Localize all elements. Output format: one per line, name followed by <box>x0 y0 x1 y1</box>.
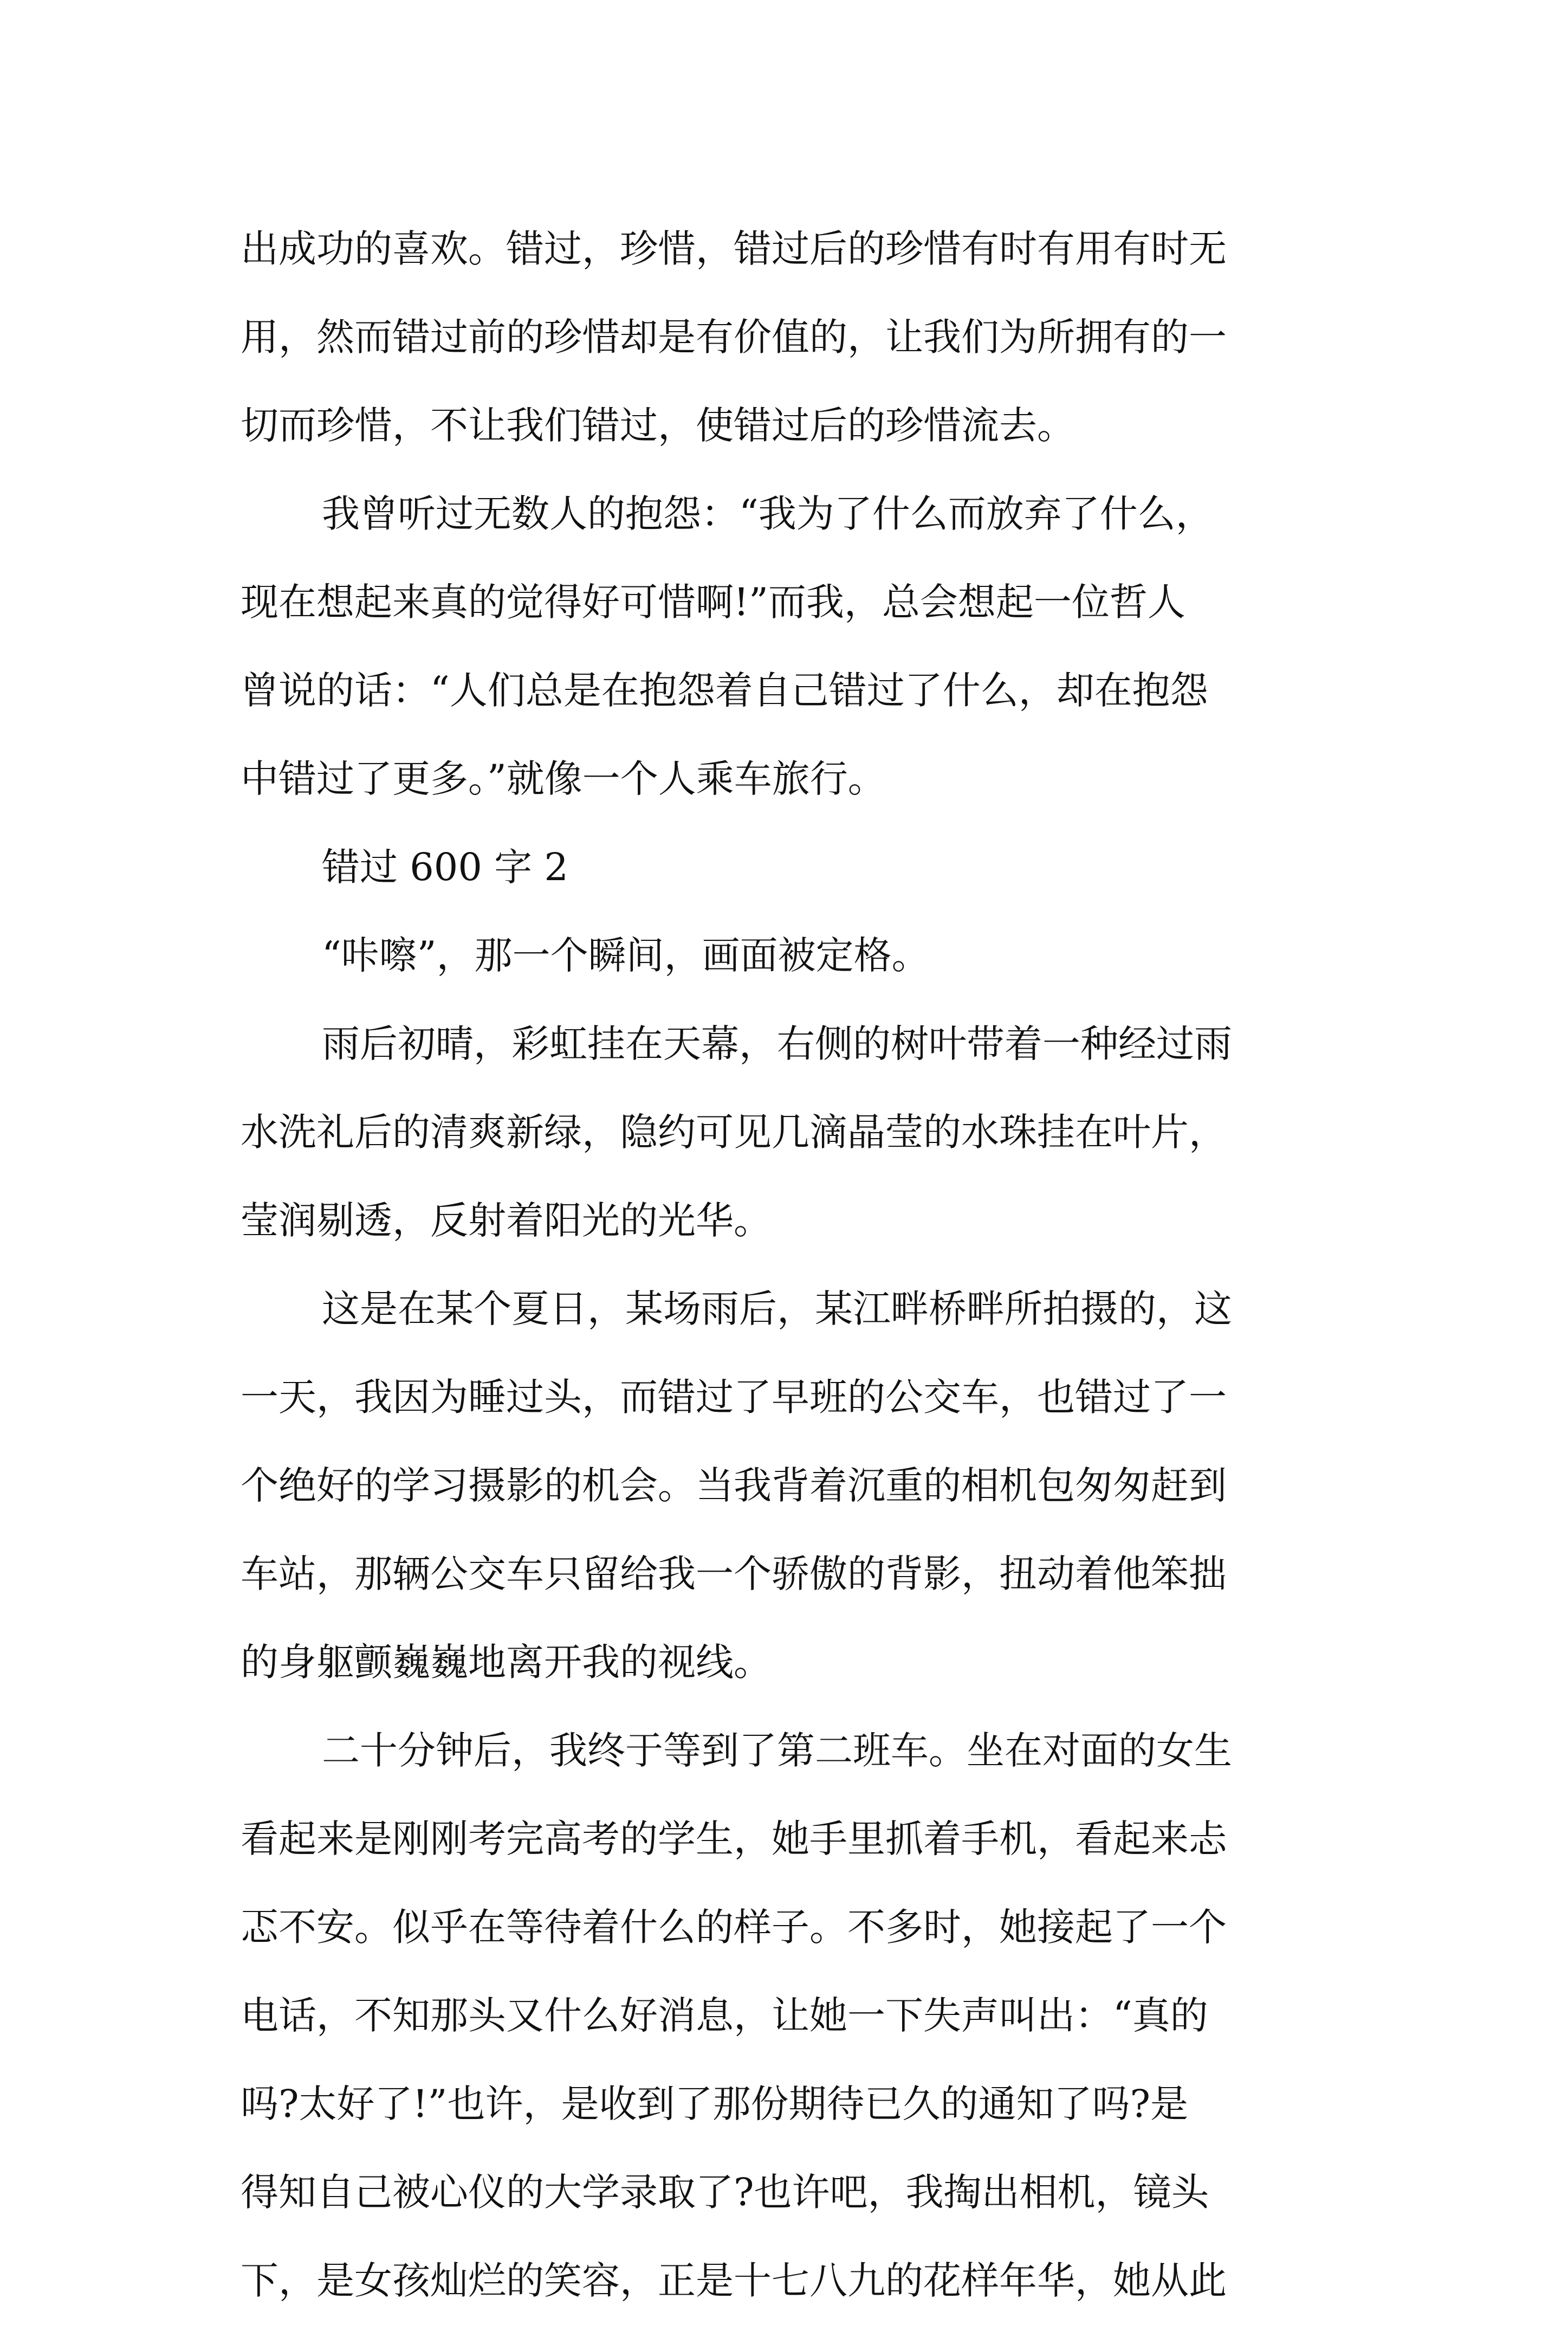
text-line: 现在想起来真的觉得好可惜啊!”而我，总会想起一位哲人 <box>241 580 1185 624</box>
text-line: 水洗礼后的清爽新绿，隐约可见几滴晶莹的水珠挂在叶片， <box>241 1110 1227 1154</box>
text-line: 切而珍惜，不让我们错过，使错过后的珍惜流去。 <box>241 403 1075 448</box>
text-line: 忑不安。似乎在等待着什么的样子。不多时，她接起了一个 <box>241 1905 1227 1949</box>
paragraph-start-line: 雨后初晴，彩虹挂在天幕，右侧的树叶带着一种经过雨 <box>322 1022 1232 1066</box>
text-line: 用，然而错过前的珍惜却是有价值的，让我们为所拥有的一 <box>241 315 1227 359</box>
text-line: 吗?太好了!”也许，是收到了那份期待已久的通知了吗?是 <box>241 2082 1188 2126</box>
text-line: 看起来是刚刚考完高考的学生，她手里抓着手机，看起来忐 <box>241 1817 1227 1861</box>
text-line: 得知自己被心仪的大学录取了?也许吧，我掏出相机，镜头 <box>241 2170 1209 2214</box>
text-line: 车站，那辆公交车只留给我一个骄傲的背影，扭动着他笨拙 <box>241 1552 1227 1596</box>
text-line: 出成功的喜欢。错过，珍惜，错过后的珍惜有时有用有时无 <box>241 227 1227 271</box>
text-line: 曾说的话：“人们总是在抱怨着自己错过了什么，却在抱怨 <box>241 668 1208 713</box>
document-body <box>241 205 1357 2325</box>
paragraph-start-line: 二十分钟后，我终于等到了第二班车。坐在对面的女生 <box>322 1728 1232 1773</box>
text-line: 个绝好的学习摄影的机会。当我背着沉重的相机包匆匆赶到 <box>241 1463 1227 1508</box>
paragraph-start-line: 这是在某个夏日，某场雨后，某江畔桥畔所拍摄的，这 <box>322 1287 1232 1331</box>
paragraph-start-line: “咔嚓”，那一个瞬间，画面被定格。 <box>322 933 930 978</box>
text-line: 中错过了更多。”就像一个人乘车旅行。 <box>241 757 886 801</box>
paragraph-start-line: 我曾听过无数人的抱怨：“我为了什么而放弃了什么， <box>322 492 1214 536</box>
section-heading: 错过 600 字 2 <box>322 845 568 889</box>
text-line: 的身躯颤巍巍地离开我的视线。 <box>241 1640 772 1684</box>
text-line: 下，是女孩灿烂的笑容，正是十七八九的花样年华，她从此 <box>241 2258 1227 2303</box>
text-line: 莹润剔透，反射着阳光的光华。 <box>241 1198 772 1243</box>
text-line: 电话，不知那头又什么好消息，让她一下失声叫出：“真的 <box>241 1993 1208 2038</box>
text-line: 一天，我因为睡过头，而错过了早班的公交车，也错过了一 <box>241 1375 1227 1419</box>
